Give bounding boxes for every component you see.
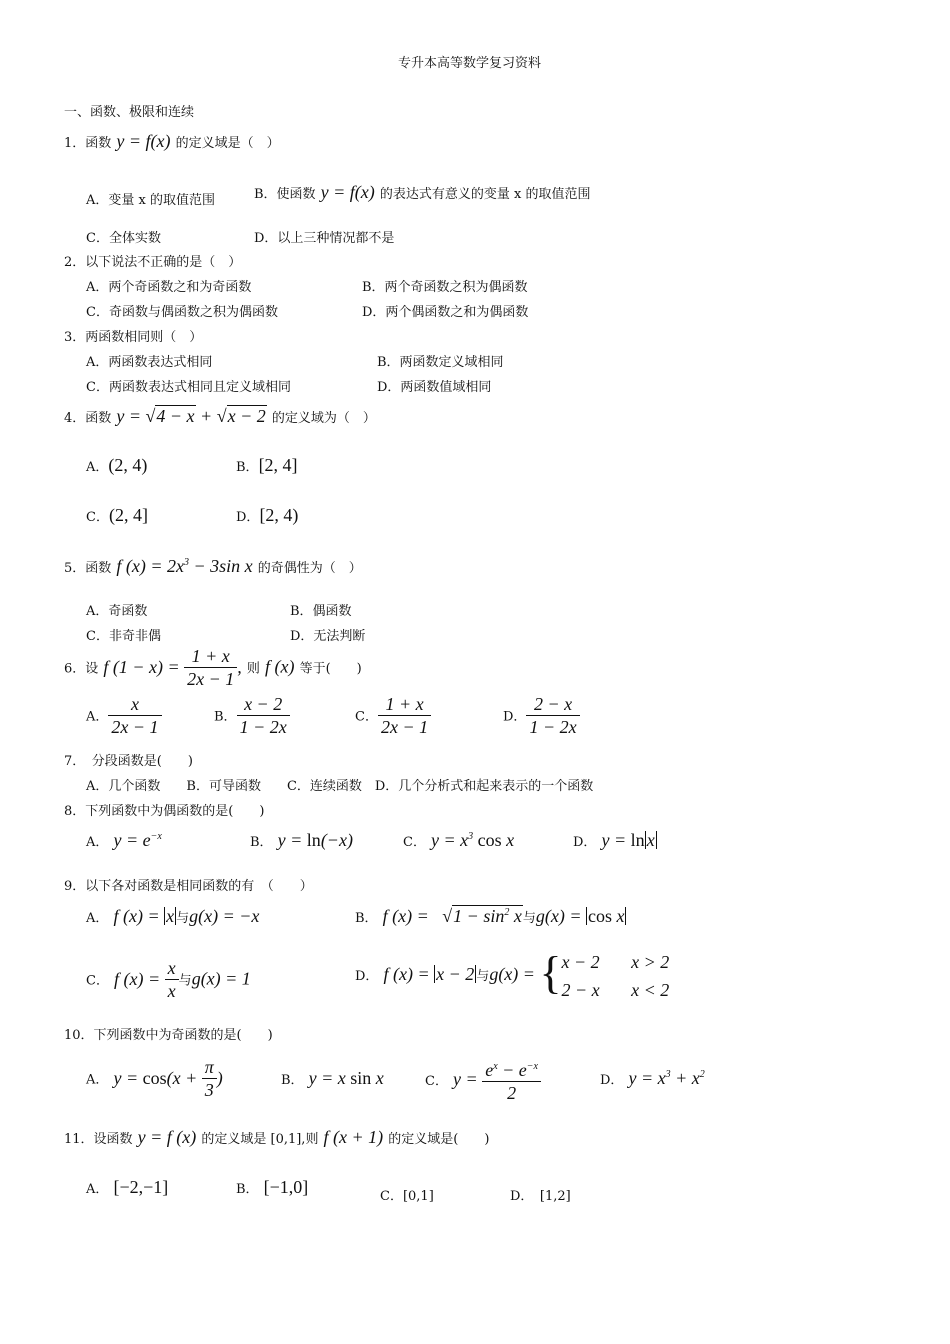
q6-option-a: A． $\frac{x}{2x - 1}$ [86, 694, 162, 739]
q2-stem: 2．以下说法不正确的是（ ） [64, 255, 242, 270]
q6-formula: f (1 − x) = $\frac{1 + x}{2x - 1}$ , [103, 646, 242, 689]
q4-suffix: 的定义域为（ ） [271, 411, 376, 426]
q9-option-c: C． f (x) = $\frac{x}{x}$ 与g(x) = 1 [86, 958, 251, 1001]
q6-option-b: B． $\frac{x - 2}{1 - 2x}$ [214, 694, 290, 739]
q1-option-b-formula: y = f(x) [320, 182, 375, 202]
q7-options: A．几个函数 B．可导函数 C．连续函数 D．几个分析式和起来表示的一个函数 [86, 779, 594, 794]
q4-option-c: C．(2, 4] [86, 505, 148, 525]
q11-formula-2: f (x + 1) [323, 1127, 384, 1147]
q4-option-d: D．[2, 4) [236, 505, 299, 525]
q5-option-c: C．非奇非偶 [86, 629, 161, 644]
q4-stem: 4．函数 [64, 411, 112, 426]
q1-option-b-post: 的表达式有意义的变量 x 的取值范围 [379, 187, 591, 202]
q8-option-d: D． y = ln x [573, 830, 655, 850]
q2-option-b: B．两个奇函数之积为偶函数 [362, 280, 528, 295]
q11-option-d: D． [1,2] [510, 1189, 571, 1204]
q6-stem: 6．设 [64, 661, 99, 677]
q11-option-a: A． [−2,−1] [86, 1177, 169, 1197]
q10-option-d: D． $y = x^3 + x^2$ [600, 1068, 705, 1088]
q4-option-a-value: (2, 4) [108, 455, 148, 475]
q2-option-d: D．两个偶函数之和为偶函数 [362, 305, 529, 320]
question-5 [64, 556, 362, 577]
q11-option-b: B． [−1,0] [236, 1177, 309, 1197]
question-4 [64, 406, 376, 427]
q5-suffix: 的奇偶性为（ ） [257, 561, 362, 576]
q6-fx: f (x) [265, 656, 295, 677]
q4-option-c-value: (2, 4] [108, 505, 148, 525]
q3-option-b: B．两函数定义域相同 [377, 355, 504, 370]
q5-option-a: A．奇函数 [86, 604, 148, 619]
q11-option-c: C．[0,1] [380, 1189, 434, 1204]
question-6 [64, 646, 362, 691]
q4-option-b: B．[2, 4] [236, 455, 298, 475]
q3-stem: 3．两函数相同则（ ） [64, 330, 203, 345]
q6-option-c: C． $\frac{1 + x}{2x - 1}$ [355, 694, 431, 739]
q1-option-b-pre: B．使函数 [254, 187, 316, 202]
q11-suffix: 的定义域是( ) [388, 1132, 490, 1147]
q8-stem: 8．下列函数中为偶函数的是( ) [64, 804, 265, 819]
q1-option-c: C．全体实数 [86, 231, 161, 246]
q4-formula: y = √4 − x + √x − 2 [116, 406, 266, 426]
q10-option-a: A． y = cos(x + $\frac{\pi}{3}$ ) [86, 1057, 223, 1100]
q1-stem: 1．函数 [64, 136, 112, 151]
q3-option-c: C．两函数表达式相同且定义域相同 [86, 380, 291, 395]
q1-formula: y = f(x) [116, 131, 171, 151]
q11-formula: y = f (x) [137, 1127, 197, 1147]
q1-option-d: D．以上三种情况都不是 [254, 231, 395, 246]
q1-option-b [254, 182, 590, 203]
q4-option-b-value: [2, 4] [258, 455, 298, 475]
q10-option-c: C． y = $\frac{e^x - e^{-x}}{2}$ [425, 1057, 541, 1105]
q4-option-a: A．(2, 4) [86, 455, 148, 475]
q2-option-a: A．两个奇函数之和为奇函数 [86, 280, 252, 295]
q10-option-b: B． y = x sin x [281, 1068, 384, 1088]
q11-option-a-value: [−2,−1] [113, 1177, 169, 1197]
q5-option-d: D．无法判断 [290, 629, 366, 644]
q11-mid: 的定义域是 [0,1],则 [201, 1132, 319, 1147]
q9-option-b: B． f $(x) = √1 - \sin^2 x$与g(x) = cos x [355, 906, 625, 926]
q9-option-d: D． f (x) = x − 2 与g(x) = { x − 2 x > 2 2 − x x < 2 [355, 947, 670, 1000]
q9-option-a: A． f (x) = x 与g(x) = −x [86, 906, 260, 926]
q6-mid: 则 [246, 661, 260, 677]
q8-option-c: C． $y = x^3$ cos x [403, 830, 515, 850]
q7-stem: 7． 分段函数是( ) [64, 754, 193, 769]
question-11 [64, 1127, 489, 1148]
question-1 [64, 131, 280, 152]
q5-stem: 5．函数 [64, 561, 112, 576]
q8-option-b: B． y = ln(−x) [250, 830, 353, 850]
q4-option-d-value: [2, 4) [259, 505, 299, 525]
q9-stem: 9．以下各对函数是相同函数的有 （ ） [64, 879, 313, 894]
q6-suffix: 等于( ) [299, 661, 362, 677]
q1-option-a: A．变量 x 的取值范围 [86, 193, 215, 208]
q3-option-a: A．两函数表达式相同 [86, 355, 213, 370]
q5-formula: f $(x) = 2x^3 - 3\sin$ x [116, 556, 253, 576]
q3-option-d: D．两函数值域相同 [377, 380, 492, 395]
q5-option-b: B．偶函数 [290, 604, 352, 619]
q11-option-b-value: [−1,0] [263, 1177, 309, 1197]
q11-stem: 11．设函数 [64, 1132, 133, 1147]
q2-option-c: C．奇函数与偶函数之积为偶函数 [86, 305, 278, 320]
q10-stem: 10．下列函数中为奇函数的是( ) [64, 1028, 273, 1043]
page-title: 专升本高等数学复习资料 [398, 56, 542, 71]
section-heading: 一、函数、极限和连续 [64, 105, 195, 120]
q8-option-a: A． $y = e^{-x}$ [86, 830, 162, 850]
q1-suffix: 的定义域是（ ） [175, 136, 280, 151]
q6-option-d: D． $\frac{2 - x}{1 - 2x}$ [503, 694, 580, 739]
